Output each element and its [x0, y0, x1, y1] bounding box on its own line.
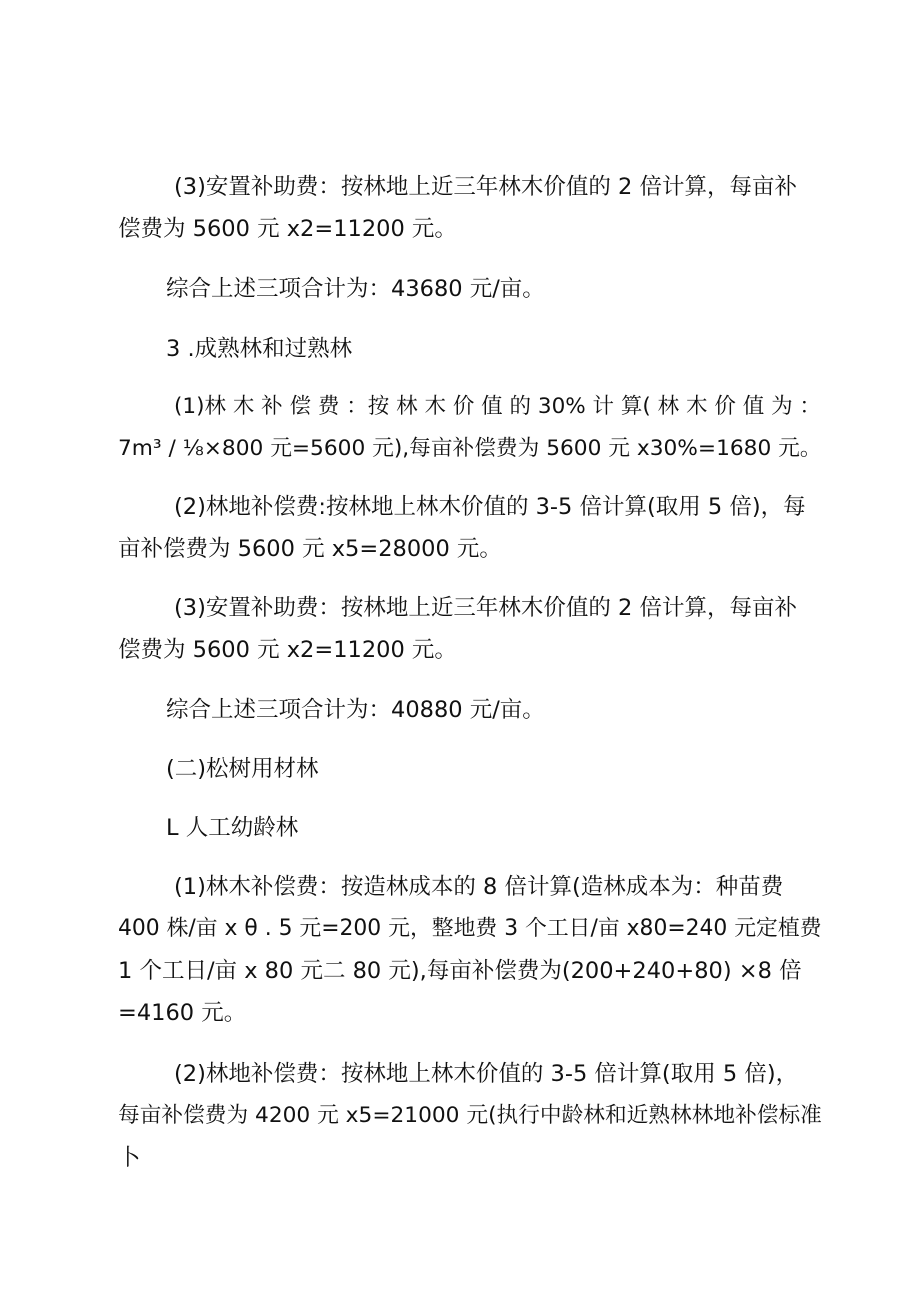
text-line: 综合上述三项合计为：43680 元/亩。 [166, 276, 545, 302]
text-line: 7m³ / ⅛×800 元=5600 元),每亩补偿费为 5600 元 x30%=1680 元。 [118, 436, 822, 461]
text-line: 综合上述三项合计为：40880 元/亩。 [166, 697, 545, 723]
text-line: 偿费为 5600 元 x2=11200 元。 [118, 637, 457, 663]
paragraph-land-compensation-2 [118, 1053, 822, 1179]
text-line: (3)安置补助费：按林地上近三年林木价值的 2 倍计算，每亩补 [174, 595, 797, 621]
text-line: (2)林地补偿费:按林地上林木价值的 3-5 倍计算(取用 5 倍)，每 [174, 494, 806, 520]
text-line: (2)林地补偿费：按林地上林木价值的 3-5 倍计算(取用 5 倍)， [174, 1061, 799, 1087]
text-line: 偿费为 5600 元 x2=11200 元。 [118, 216, 457, 242]
text-line: =4160 元。 [118, 1000, 247, 1026]
text-line: (二)松树用材林 [166, 756, 319, 782]
paragraph-total-1 [118, 268, 822, 310]
heading-mature-forest [118, 328, 822, 370]
text-line: 亩补偿费为 5600 元 x5=28000 元。 [118, 536, 502, 562]
text-line: 卜 [118, 1145, 141, 1171]
text-line: 每亩补偿费为 4200 元 x5=21000 元(执行中龄林和近熟林林地补偿标准 [118, 1103, 822, 1128]
text-line: (1)林木补偿费：按造林成本的 8 倍计算(造林成本为：种苗费 [174, 874, 784, 900]
paragraph-land-compensation-1 [118, 486, 822, 570]
text-line: L 人工幼龄林 [166, 815, 299, 841]
paragraph-resettlement-subsidy-2 [118, 587, 822, 671]
text-line: (1)林 木 补 偿 费 ：按 林 木 价 值 的 30% 计 算( 林 木 价 值 为 ： [174, 394, 821, 419]
heading-pine-timber-forest [118, 748, 822, 790]
paragraph-resettlement-subsidy-1 [118, 166, 822, 250]
heading-young-plantation [118, 807, 822, 849]
text-line: 3 .成熟林和过熟林 [166, 336, 353, 362]
paragraph-total-2 [118, 689, 822, 731]
text-line: 400 株/亩 x θ . 5 元=200 元，整地费 3 个工日/亩 x80=240 元定植费 [118, 916, 822, 941]
paragraph-timber-compensation-1 [118, 386, 822, 470]
text-line: 1 个工日/亩 x 80 元二 80 元),每亩补偿费为(200+240+80) ×8 倍 [118, 958, 802, 984]
paragraph-timber-compensation-2 [118, 866, 822, 1034]
text-line: (3)安置补助费：按林地上近三年林木价值的 2 倍计算，每亩补 [174, 174, 797, 200]
